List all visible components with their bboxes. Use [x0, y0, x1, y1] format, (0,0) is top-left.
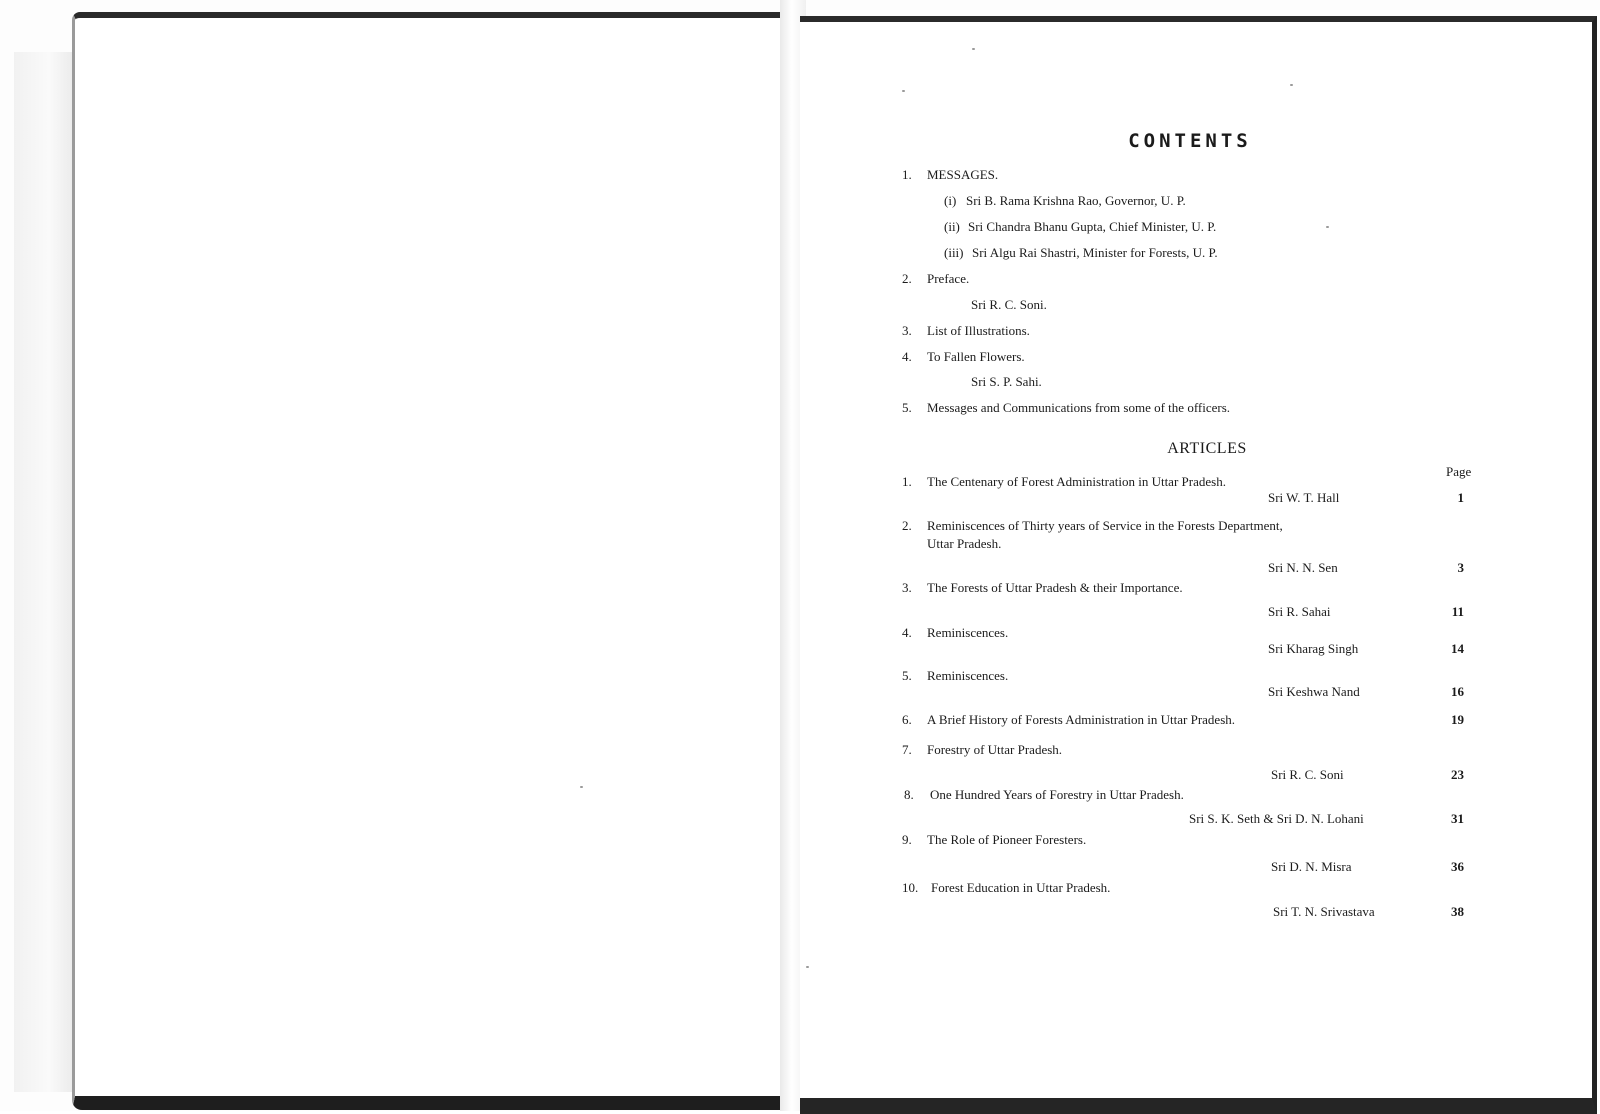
scan-speck — [1290, 84, 1293, 86]
list-item-number: (iii) — [944, 245, 964, 260]
article-number: 8. — [904, 787, 914, 802]
list-item-number: (i) — [944, 193, 957, 208]
list-item: MESSAGES. — [927, 167, 999, 182]
contents-title: CONTENTS — [1128, 130, 1252, 152]
article-number: 6. — [902, 712, 912, 727]
right-contents-page — [800, 16, 1597, 1114]
article-author: Sri D. N. Misra — [1271, 859, 1352, 874]
article-title: The Centenary of Forest Administration in Uttar Pradesh. — [927, 474, 1226, 489]
article-title: A Brief History of Forests Administration in Uttar Pradesh. — [927, 712, 1236, 727]
article-page-number: 19 — [1451, 712, 1464, 727]
article-page-number: 11 — [1451, 604, 1464, 619]
article-author: Sri R. C. Soni — [1271, 767, 1344, 782]
list-item-number: 5. — [902, 400, 912, 415]
list-item: Sri R. C. Soni. — [971, 297, 1047, 312]
list-item-number: 3. — [902, 323, 912, 338]
article-author: Sri Keshwa Nand — [1268, 684, 1360, 699]
article-author: Sri T. N. Srivastava — [1273, 904, 1375, 919]
article-title-continued: Uttar Pradesh. — [927, 536, 1002, 551]
article-author: Sri S. K. Seth & Sri D. N. Lohani — [1189, 811, 1364, 826]
list-item: Sri Chandra Bhanu Gupta, Chief Minister, U. P. — [968, 219, 1217, 234]
article-number: 4. — [902, 625, 912, 640]
list-item: Sri S. P. Sahi. — [971, 374, 1042, 389]
article-title: Reminiscences. — [927, 668, 1009, 683]
scan-speck — [1326, 226, 1329, 228]
article-title: One Hundred Years of Forestry in Uttar Pradesh. — [930, 787, 1184, 802]
articles-heading: ARTICLES — [1167, 440, 1247, 457]
scan-speck — [902, 90, 905, 92]
article-title: Reminiscences. — [927, 625, 1009, 640]
article-number: 3. — [902, 580, 912, 595]
scan-speck — [972, 48, 975, 50]
article-page-number: 36 — [1451, 859, 1464, 874]
article-author: Sri R. Sahai — [1268, 604, 1331, 619]
scan-speck — [580, 786, 583, 788]
list-item: Messages and Communications from some of the officers. — [927, 400, 1231, 415]
list-item: List of Illustrations. — [927, 323, 1030, 338]
list-item-number: 2. — [902, 271, 912, 286]
article-title: Forestry of Uttar Pradesh. — [927, 742, 1063, 757]
article-page-number: 31 — [1451, 811, 1464, 826]
page-column-label: Page — [1446, 464, 1472, 479]
article-number: 5. — [902, 668, 912, 683]
article-number: 1. — [902, 474, 912, 489]
list-item: Sri B. Rama Krishna Rao, Governor, U. P. — [966, 193, 1186, 208]
left-blank-page — [72, 12, 787, 1110]
article-author: Sri Kharag Singh — [1268, 641, 1359, 656]
article-page-number: 14 — [1451, 641, 1464, 656]
article-number: 7. — [902, 742, 912, 757]
article-page-number: 23 — [1451, 767, 1464, 782]
list-item-number: 1. — [902, 167, 912, 182]
article-page-number: 3 — [1457, 560, 1464, 575]
article-number: 9. — [902, 832, 912, 847]
article-number: 10. — [902, 880, 919, 895]
article-title: Forest Education in Uttar Pradesh. — [931, 880, 1111, 895]
article-number: 2. — [902, 518, 912, 533]
list-item-number: (ii) — [944, 219, 960, 234]
page-edge-stack — [14, 52, 73, 1092]
article-author: Sri N. N. Sen — [1268, 560, 1338, 575]
article-page-number: 16 — [1451, 684, 1464, 699]
scan-speck — [806, 966, 809, 968]
article-title: Reminiscences of Thirty years of Service in the Forests Department, — [927, 518, 1283, 533]
list-item: Preface. — [927, 271, 970, 286]
article-author: Sri W. T. Hall — [1268, 490, 1340, 505]
list-item-number: 4. — [902, 349, 912, 364]
article-page-number: 38 — [1451, 904, 1464, 919]
article-title: The Role of Pioneer Foresters. — [927, 832, 1087, 847]
article-title: The Forests of Uttar Pradesh & their Importance. — [927, 580, 1183, 595]
article-page-number: 1 — [1457, 490, 1464, 505]
list-item: Sri Algu Rai Shastri, Minister for Forests, U. P. — [972, 245, 1218, 260]
list-item: To Fallen Flowers. — [927, 349, 1025, 364]
